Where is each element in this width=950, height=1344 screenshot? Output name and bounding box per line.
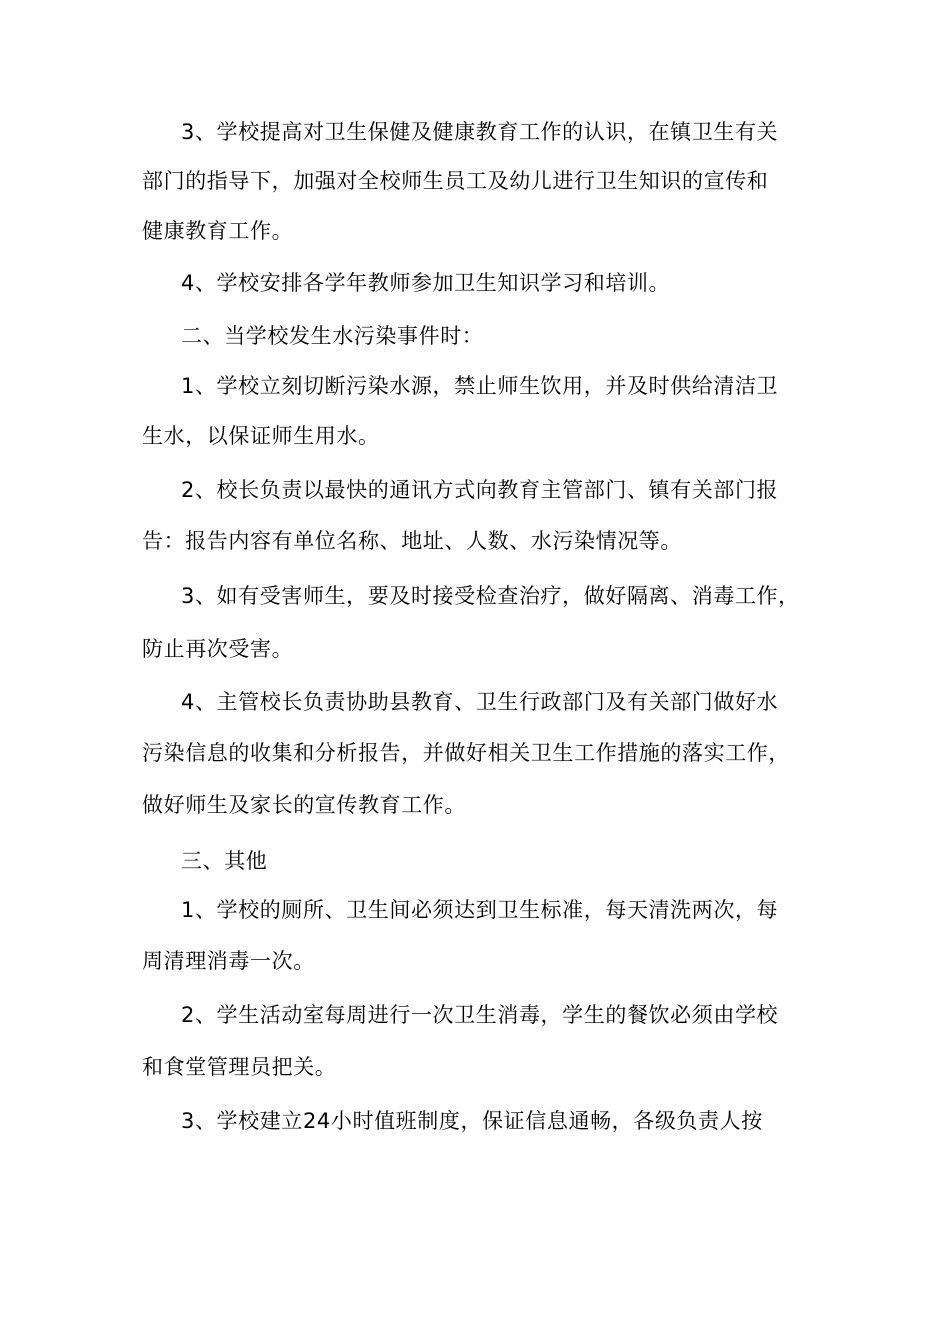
paragraph-4b-line-3: 做好师生及家长的宣传教育工作。	[142, 793, 466, 817]
paragraph-3-line-1: 3、学校提高对卫生保健及健康教育工作的认识，在镇卫生有关	[181, 120, 779, 144]
paragraph-3c-line-1: 3、学校建立24小时值班制度，保证信息通畅，各级负责人按	[181, 1109, 763, 1133]
paragraph-2-line-2: 告：报告内容有单位名称、地址、人数、水污染情况等。	[142, 529, 682, 553]
paragraph-4b-line-1: 4、主管校长负责协助县教育、卫生行政部门及有关部门做好水	[181, 690, 779, 714]
paragraph-4b-line-2: 污染信息的收集和分析报告，并做好相关卫生工作措施的落实工作，	[142, 741, 790, 765]
section-heading-3: 三、其他	[181, 849, 268, 873]
paragraph-1c-line-2: 周清理消毒一次。	[142, 949, 315, 973]
paragraph-3-line-2: 部门的指导下，加强对全校师生员工及幼儿进行卫生知识的宣传和	[142, 169, 769, 193]
paragraph-1-line-2: 生水，以保证师生用水。	[142, 424, 380, 448]
paragraph-2-line-1: 2、校长负责以最快的通讯方式向教育主管部门、镇有关部门报	[181, 478, 779, 502]
paragraph-1-line-1: 1、学校立刻切断污染水源，禁止师生饮用，并及时供给清洁卫	[181, 374, 779, 398]
paragraph-3b-line-1: 3、如有受害师生，要及时接受检查治疗，做好隔离、消毒工作，	[181, 584, 800, 608]
paragraph-3b-line-2: 防止再次受害。	[142, 637, 294, 661]
paragraph-2c-line-1: 2、学生活动室每周进行一次卫生消毒，学生的餐饮必须由学校	[181, 1003, 779, 1027]
section-heading-2: 二、当学校发生水污染事件时：	[181, 324, 484, 348]
paragraph-4: 4、学校安排各学年教师参加卫生知识学习和培训。	[181, 271, 671, 295]
paragraph-2c-line-2: 和食堂管理员把关。	[142, 1055, 337, 1079]
paragraph-3-line-3: 健康教育工作。	[142, 219, 294, 243]
paragraph-1c-line-1: 1、学校的厕所、卫生间必须达到卫生标准，每天清洗两次，每	[181, 898, 779, 922]
